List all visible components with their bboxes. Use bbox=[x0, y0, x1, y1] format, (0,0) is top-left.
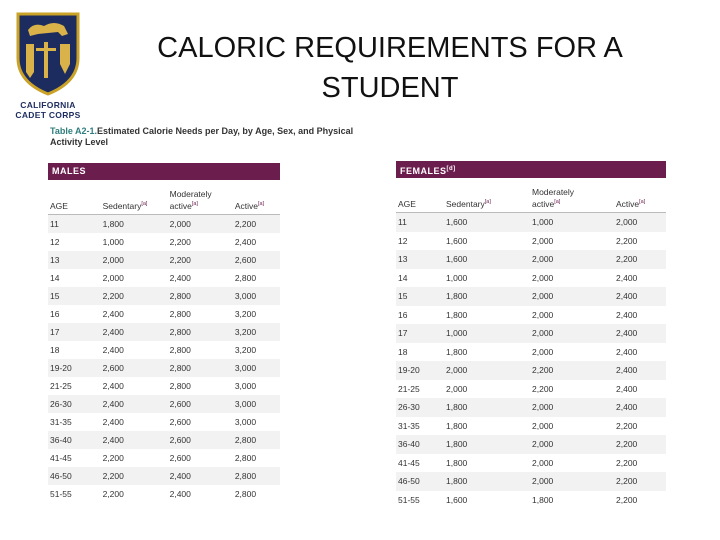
table-cell: 2,000 bbox=[532, 272, 554, 283]
table-cell: 11 bbox=[398, 217, 407, 227]
table-cell: 2,800 bbox=[169, 381, 191, 391]
table-cell: 1,800 bbox=[446, 309, 468, 320]
table-cell: 2,400 bbox=[616, 272, 638, 283]
table-cell: 2,800 bbox=[169, 309, 191, 319]
table-row bbox=[48, 467, 280, 485]
table-cell: 2,400 bbox=[169, 273, 191, 283]
table-cell: 2,400 bbox=[102, 327, 124, 337]
caption-text-2: Activity Level bbox=[50, 137, 109, 147]
table-row bbox=[48, 413, 280, 431]
table-cell: 1,000 bbox=[102, 237, 124, 247]
col-moderately-active: Moderately active[a] bbox=[169, 189, 212, 211]
males-rows bbox=[48, 215, 280, 503]
caption-label: Table A2-1. bbox=[50, 126, 98, 136]
table-cell: 11 bbox=[50, 219, 59, 229]
table-cell: 21-25 bbox=[398, 383, 420, 394]
table-cell: 15 bbox=[398, 291, 408, 301]
table-cell: 2,400 bbox=[616, 328, 638, 338]
table-row bbox=[48, 323, 280, 341]
table-cell: 41-45 bbox=[50, 453, 72, 463]
table-cell: 12 bbox=[398, 235, 408, 246]
table-cell: 2,400 bbox=[616, 309, 638, 320]
table-cell: 2,800 bbox=[234, 453, 257, 463]
table-cell: 2,600 bbox=[169, 417, 191, 427]
table-cell: 2,800 bbox=[234, 435, 257, 445]
table-row bbox=[396, 361, 666, 380]
table-cell: 1,600 bbox=[446, 217, 468, 227]
table-cell: 2,000 bbox=[616, 217, 638, 227]
table-cell: 2,200 bbox=[616, 254, 638, 264]
females-rows bbox=[396, 213, 666, 509]
table-cell: 2,600 bbox=[169, 435, 191, 445]
table-cell: 2,400 bbox=[169, 489, 191, 499]
table-cell: 46-50 bbox=[50, 471, 72, 481]
logo bbox=[8, 8, 88, 120]
females-column-headers bbox=[396, 178, 666, 213]
table-row bbox=[48, 305, 280, 323]
table-cell: 2,600 bbox=[169, 399, 191, 409]
table-cell: 16 bbox=[398, 309, 408, 320]
table-cell: 14 bbox=[398, 272, 408, 283]
table-cell: 2,200 bbox=[102, 471, 124, 481]
table-cell: 1,600 bbox=[446, 254, 468, 264]
table-cell: 2,000 bbox=[532, 457, 554, 468]
table-cell: 2,600 bbox=[169, 453, 191, 463]
table-row bbox=[396, 343, 666, 362]
table-cell: 2,400 bbox=[234, 237, 257, 247]
table-cell: 18 bbox=[50, 345, 60, 355]
table-row bbox=[396, 250, 666, 269]
table-cell: 2,200 bbox=[616, 235, 638, 246]
table-row bbox=[396, 491, 666, 510]
table-cell: 1,800 bbox=[446, 420, 468, 431]
table-cell: 31-35 bbox=[50, 417, 72, 427]
table-cell: 19-20 bbox=[50, 363, 72, 373]
col-sedentary: Sedentary[a] bbox=[446, 199, 491, 209]
table-cell: 2,000 bbox=[532, 420, 554, 431]
table-row bbox=[396, 269, 666, 288]
table-row bbox=[396, 472, 666, 491]
table-cell: 1,600 bbox=[446, 235, 468, 246]
table-cell: 1,800 bbox=[446, 476, 468, 486]
table-cell: 2,400 bbox=[102, 417, 124, 427]
table-cell: 3,000 bbox=[234, 363, 257, 373]
table-row bbox=[48, 269, 280, 287]
table-cell: 2,400 bbox=[102, 381, 124, 391]
table-row bbox=[48, 449, 280, 467]
table-row bbox=[48, 359, 280, 377]
table-cell: 2,000 bbox=[102, 273, 124, 283]
table-cell: 2,200 bbox=[234, 219, 257, 229]
table-cell: 14 bbox=[50, 273, 60, 283]
table-cell: 2,200 bbox=[616, 494, 638, 505]
table-cell: 1,800 bbox=[102, 219, 124, 229]
table-row bbox=[396, 435, 666, 454]
table-cell: 2,200 bbox=[102, 489, 124, 499]
table-cell: 3,000 bbox=[234, 381, 257, 391]
table-cell: 2,800 bbox=[169, 363, 191, 373]
title-line1: CALORIC REQUIREMENTS FOR A bbox=[157, 32, 623, 64]
table-cell: 2,200 bbox=[616, 420, 638, 431]
table-row bbox=[396, 454, 666, 473]
table-cell: 51-55 bbox=[50, 489, 72, 499]
bear-shield-icon bbox=[14, 8, 82, 96]
table-cell: 2,600 bbox=[102, 363, 124, 373]
title-line2: STUDENT bbox=[321, 72, 459, 104]
table-cell: 2,800 bbox=[234, 489, 257, 499]
table-row bbox=[48, 395, 280, 413]
table-cell: 2,000 bbox=[169, 219, 191, 229]
table-cell: 3,000 bbox=[234, 291, 257, 301]
table-cell: 2,600 bbox=[234, 255, 257, 265]
males-table bbox=[48, 163, 280, 503]
caption-text: Estimated Calorie Needs per Day, by Age, Sex, and Physical bbox=[97, 126, 354, 136]
females-table bbox=[396, 161, 666, 509]
table-cell: 12 bbox=[50, 237, 60, 247]
table-cell: 2,000 bbox=[102, 255, 124, 265]
table-row bbox=[396, 213, 666, 232]
table-caption bbox=[50, 126, 370, 148]
table-cell: 1,000 bbox=[532, 217, 554, 227]
table-cell: 2,200 bbox=[616, 476, 638, 486]
table-cell: 2,800 bbox=[234, 471, 257, 481]
table-cell: 3,200 bbox=[234, 345, 257, 355]
table-cell: 2,400 bbox=[102, 345, 124, 355]
col-moderately-active: Moderately active[a] bbox=[532, 187, 575, 209]
table-cell: 15 bbox=[50, 291, 60, 301]
table-cell: 1,800 bbox=[446, 346, 468, 357]
table-cell: 18 bbox=[398, 346, 408, 357]
table-cell: 46-50 bbox=[398, 476, 420, 486]
table-cell: 2,000 bbox=[446, 383, 468, 394]
table-cell: 2,000 bbox=[532, 291, 554, 301]
table-cell: 3,200 bbox=[234, 327, 257, 337]
table-row bbox=[396, 287, 666, 306]
logo-text-line2: CADET CORPS bbox=[15, 110, 81, 120]
table-cell: 26-30 bbox=[50, 399, 72, 409]
table-cell: 26-30 bbox=[398, 402, 420, 412]
table-cell: 2,400 bbox=[169, 471, 191, 481]
table-row bbox=[48, 251, 280, 269]
table-row bbox=[48, 485, 280, 503]
table-cell: 2,800 bbox=[234, 273, 257, 283]
col-active: Active[a] bbox=[234, 201, 265, 211]
col-age: AGE bbox=[398, 199, 416, 209]
table-cell: 2,800 bbox=[169, 291, 191, 301]
table-cell: 3,200 bbox=[234, 309, 257, 319]
table-cell: 2,400 bbox=[616, 383, 638, 394]
table-cell: 2,200 bbox=[532, 365, 554, 375]
table-cell: 2,400 bbox=[616, 365, 638, 375]
table-cell: 2,000 bbox=[532, 346, 554, 357]
table-cell: 2,400 bbox=[102, 309, 124, 319]
table-cell: 13 bbox=[398, 254, 408, 264]
logo-text-line1: CALIFORNIA bbox=[20, 100, 76, 110]
table-cell: 36-40 bbox=[50, 435, 72, 445]
table-cell: 2,000 bbox=[532, 328, 554, 338]
table-cell: 13 bbox=[50, 255, 60, 265]
table-cell: 1,800 bbox=[446, 402, 468, 412]
table-cell: 2,200 bbox=[616, 439, 638, 449]
table-cell: 2,200 bbox=[102, 453, 124, 463]
table-row bbox=[48, 431, 280, 449]
table-row bbox=[396, 380, 666, 399]
table-cell: 2,000 bbox=[532, 309, 554, 320]
table-row bbox=[396, 398, 666, 417]
table-row bbox=[48, 215, 280, 233]
table-cell: 2,400 bbox=[616, 402, 638, 412]
table-cell: 19-20 bbox=[398, 365, 420, 375]
table-row bbox=[396, 232, 666, 251]
table-row bbox=[396, 324, 666, 343]
table-cell: 2,800 bbox=[169, 327, 191, 337]
table-cell: 21-25 bbox=[50, 381, 72, 391]
table-cell: 36-40 bbox=[398, 439, 420, 449]
col-active: Active[a] bbox=[616, 199, 646, 209]
females-heading: FEMALES[d] bbox=[396, 161, 666, 178]
table-cell: 1,800 bbox=[532, 494, 554, 505]
table-cell: 2,200 bbox=[102, 291, 124, 301]
table-row bbox=[48, 287, 280, 305]
table-cell: 1,800 bbox=[446, 291, 468, 301]
table-cell: 17 bbox=[398, 328, 408, 338]
table-cell: 2,400 bbox=[102, 399, 124, 409]
table-cell: 1,600 bbox=[446, 494, 468, 505]
table-cell: 1,000 bbox=[446, 272, 468, 283]
table-row bbox=[48, 233, 280, 251]
table-cell: 2,200 bbox=[532, 383, 554, 394]
col-sedentary: Sedentary[a] bbox=[102, 201, 148, 211]
table-cell: 2,400 bbox=[102, 435, 124, 445]
table-cell: 2,000 bbox=[446, 365, 468, 375]
table-cell: 2,400 bbox=[616, 346, 638, 357]
table-cell: 2,200 bbox=[616, 457, 638, 468]
table-cell: 2,000 bbox=[532, 402, 554, 412]
page-title bbox=[110, 28, 670, 108]
table-cell: 17 bbox=[50, 327, 60, 337]
table-cell: 2,000 bbox=[532, 476, 554, 486]
table-row bbox=[48, 341, 280, 359]
table-cell: 3,000 bbox=[234, 399, 257, 409]
table-cell: 2,800 bbox=[169, 345, 191, 355]
table-cell: 1,000 bbox=[446, 328, 468, 338]
table-cell: 2,200 bbox=[169, 255, 191, 265]
table-cell: 51-55 bbox=[398, 494, 420, 505]
males-column-headers bbox=[48, 180, 280, 215]
table-row bbox=[396, 417, 666, 436]
table-cell: 41-45 bbox=[398, 457, 420, 468]
table-cell: 31-35 bbox=[398, 420, 420, 431]
table-cell: 2,000 bbox=[532, 235, 554, 246]
table-cell: 16 bbox=[50, 309, 60, 319]
table-cell: 2,200 bbox=[169, 237, 191, 247]
table-cell: 2,000 bbox=[532, 254, 554, 264]
males-heading: MALES bbox=[48, 163, 280, 180]
table-cell: 2,000 bbox=[532, 439, 554, 449]
table-cell: 2,400 bbox=[616, 291, 638, 301]
col-age: AGE bbox=[50, 201, 68, 211]
table-cell: 3,000 bbox=[234, 417, 257, 427]
table-row bbox=[396, 306, 666, 325]
table-row bbox=[48, 377, 280, 395]
table-cell: 1,800 bbox=[446, 457, 468, 468]
table-cell: 1,800 bbox=[446, 439, 468, 449]
